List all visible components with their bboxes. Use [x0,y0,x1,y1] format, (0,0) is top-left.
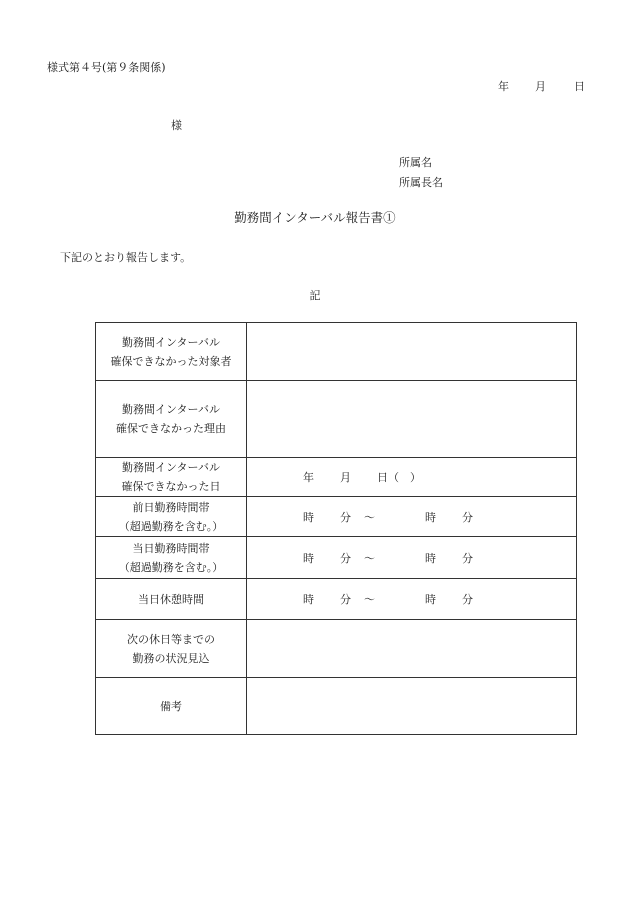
addressee-suffix: 様 [171,119,182,132]
date-year-label: 年 [498,80,509,93]
year-label: 年 [303,471,314,484]
table-row [96,620,577,678]
remarks-field[interactable] [247,678,577,735]
work-outlook-field[interactable] [247,620,577,678]
ki-heading: 記 [309,289,321,302]
report-table [95,322,577,735]
row-label-line: 当日勤務時間帯 [132,541,210,555]
row-label-current-day-hours [96,537,247,579]
row-label-break-time [96,579,247,620]
row-label-line: 確保できなかった対象者 [110,354,232,368]
hour-label: 時 [303,551,314,565]
current-day-hours-field[interactable] [247,537,577,579]
range-tilde: ～ [364,593,375,606]
hour-label: 時 [425,510,436,524]
hour-label: 時 [303,593,314,606]
table-row [96,678,577,735]
table-row [96,323,577,381]
hour-label: 時 [425,593,436,606]
minute-label: 分 [462,551,473,565]
row-label-line: （超過勤務を含む。） [118,560,224,574]
table-row [96,537,577,579]
row-label-line: 勤務間インターバル [121,461,220,474]
range-tilde: ～ [364,551,375,565]
range-tilde: ～ [364,510,375,524]
row-label-target-person [96,323,247,381]
row-label-line: 備考 [160,699,182,713]
row-label-line: 確保できなかった日 [121,480,221,493]
affiliation-label: 所属名 [399,156,432,169]
row-label-line: 勤務間インターバル [121,403,220,416]
hour-label: 時 [425,551,436,565]
row-label-line: 次の休日等までの [127,632,215,646]
break-time-field[interactable] [247,579,577,620]
month-label: 月 [340,471,351,484]
row-label-line: 勤務の状況見込 [132,651,210,665]
table-row [96,458,577,497]
row-label-previous-day-hours [96,497,247,537]
minute-label: 分 [462,510,473,524]
row-label-date [96,458,247,497]
table-row [96,579,577,620]
date-month-label: 月 [535,80,546,93]
row-label-line: 前日勤務時間帯 [132,500,210,514]
previous-day-hours-field[interactable] [247,497,577,537]
minute-label: 分 [340,510,351,524]
date-day-label: 日 [574,80,585,93]
row-label-remarks [96,678,247,735]
date-line [498,78,585,94]
row-label-line: （超過勤務を含む。） [118,519,224,533]
date-field[interactable] [247,458,577,497]
hour-label: 時 [303,510,314,524]
minute-label: 分 [340,551,351,565]
affiliation-head-label: 所属長名 [399,176,443,189]
row-label-line: 確保できなかった理由 [116,422,226,435]
intro-text: 下記のとおり報告します。 [60,251,192,264]
row-label-line: 当日休憩時間 [138,592,204,606]
document-title: 勤務間インターバル報告書① [234,210,396,225]
target-person-field[interactable] [247,323,577,381]
row-label-line: 勤務間インターバル [121,335,220,349]
form-number: 様式第４号(第９条関係) [47,61,166,74]
row-label-reason [96,381,247,458]
table-row [96,497,577,537]
reason-field[interactable] [247,381,577,458]
day-weekday-label: 日（ ） [377,471,421,484]
table-row [96,381,577,458]
minute-label: 分 [462,593,473,606]
minute-label: 分 [340,593,351,606]
row-label-work-outlook [96,620,247,678]
